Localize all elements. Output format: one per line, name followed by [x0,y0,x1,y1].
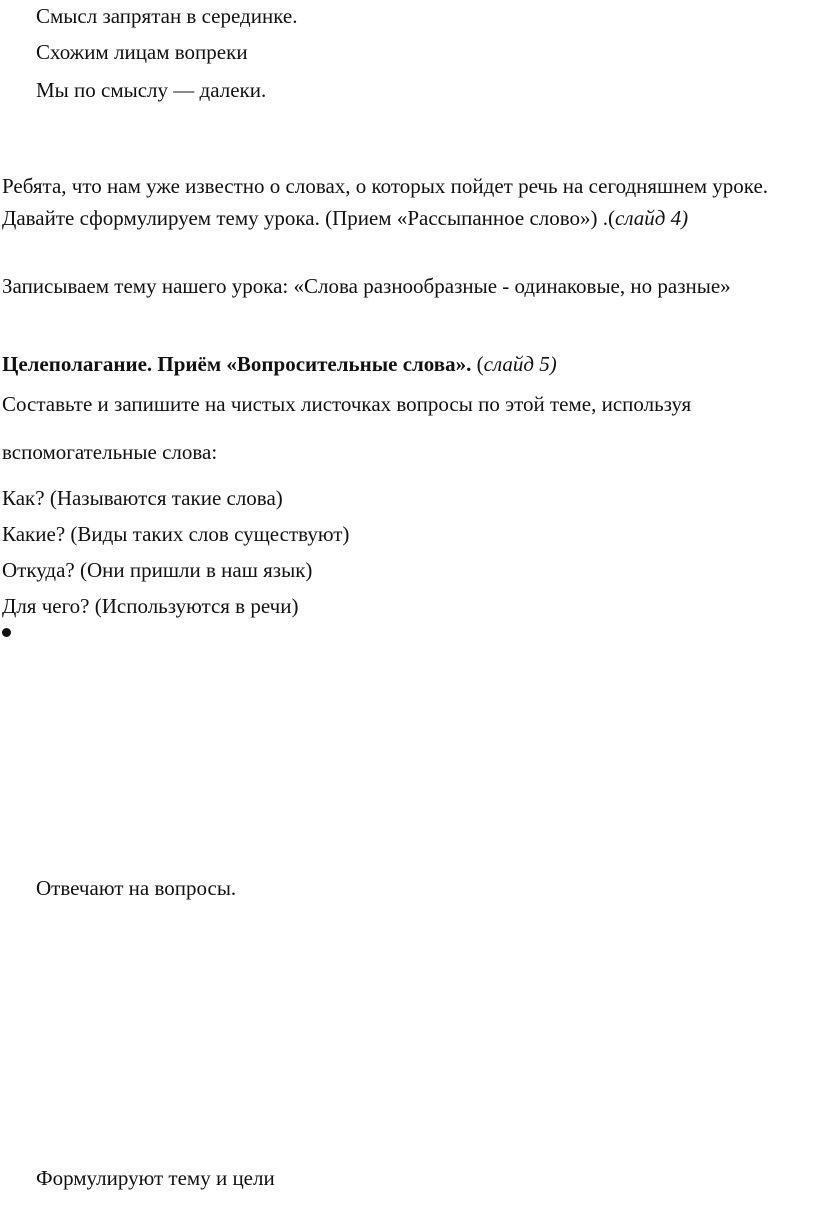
intro-slide-ref: слайд 4) [615,206,689,230]
question-item-2: Какие? (Виды таких слов существуют) [2,522,350,546]
intro-paragraph [2,170,814,234]
topic-paragraph [2,270,762,302]
task-line-2: вспомогательные слова: [2,440,218,464]
poem-line-3: Мы по смыслу — далеки. [36,78,267,102]
student-action-formulate: Формулируют тему и цели [36,1166,275,1190]
poem-line-2: Схожим лицам вопреки [36,40,248,64]
task-line-1: Составьте и запишите на чистых листочках вопросы по этой теме, используя [2,392,692,416]
bullet-icon [2,628,11,637]
question-item-4: Для чего? (Используются в речи) [2,594,299,618]
goal-heading: Целеполагание. Приём «Вопросительные слова». [2,352,472,376]
goal-paren: ( [471,352,484,376]
student-action-answer: Отвечают на вопросы. [36,876,237,900]
poem-line-1: Смысл запрятан в серединке. [36,4,298,28]
topic-text: Записываем тему нашего урока: «Слова разнообразные - одинаковые, но разные» [2,274,731,298]
question-item-1: Как? (Называются такие слова) [2,486,283,510]
goal-heading-line [2,352,557,376]
goal-slide-ref: слайд 5) [483,352,557,376]
intro-text: Ребята, что нам уже известно о словах, о которых пойдет речь на сегодняшнем уроке. Давайте сформулируем тему урока. (Прием «Рассыпанное слово») .( [2,174,769,230]
question-item-3: Откуда? (Они пришли в наш язык) [2,558,313,582]
